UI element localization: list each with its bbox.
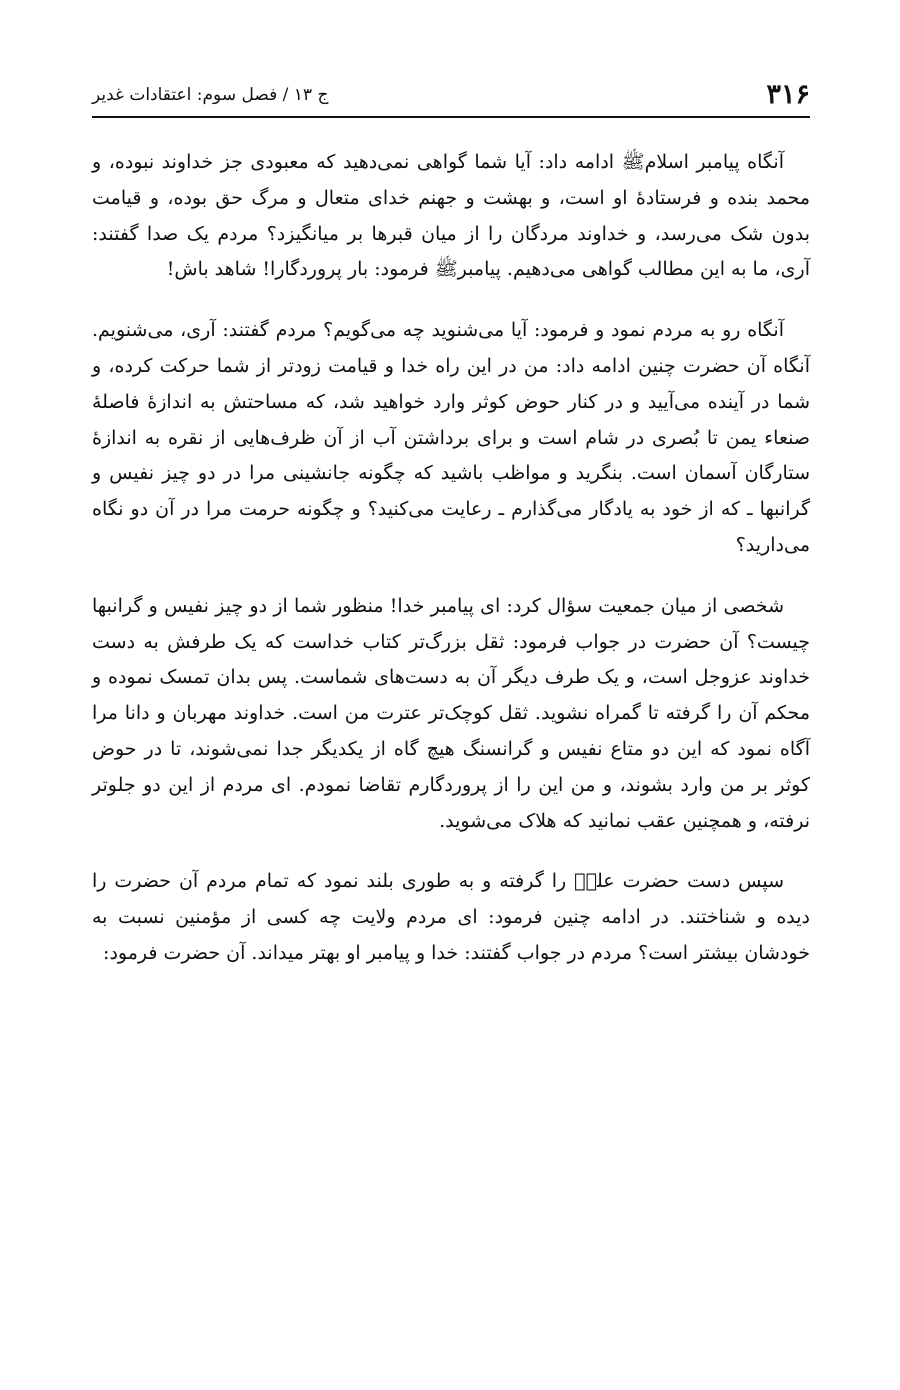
book-page — [92, 0, 810, 1390]
body-text — [92, 145, 810, 997]
paragraph-4: سپس دست حضرت علیؑ را گرفته و به طوری بلند نمود که تمام مردم آن حضرت را دیده و شناختند. در ادامه چنین فرمود: ای مردم ولایت چه کسی از مؤمنین نسبت به خودشان بیشتر است؟ مردم در جواب گفتند: خدا و پیامبر او بهتر میداند. آن حضرت فرمود: — [92, 870, 810, 964]
header-rule — [92, 116, 810, 118]
chapter-title: ج ۱۳ / فصل سوم: اعتقادات غدیر — [92, 85, 329, 105]
paragraph-1: آنگاه پیامبر اسلامﷺ ادامه داد: آیا شما گواهی نمی‌دهید که معبودی جز خداوند نبوده، و محمد بنده و فرستادهٔ او است، و بهشت و جهنم خدای متعال و مرگ حق بوده، و قیامت بدون شک می‌رسد، و خداوند مردگان را از میان قبرها بر میانگیزد؟ مردم یک صدا گفتند: آری، ما به این مطالب گواهی می‌دهیم. پیامبرﷺ فرمود: بار پروردگارا! شاهد باش! — [92, 151, 810, 281]
page-number: ۳۱۶ — [766, 79, 810, 110]
running-header — [92, 66, 810, 110]
paragraph-3: شخصی از میان جمعیت سؤال کرد: ای پیامبر خدا! منظور شما از دو چیز نفیس و گرانبها چیست؟ آن حضرت در جواب فرمود: ثقل بزرگ‌تر کتاب خداست که یک طرفش به دست خداوند عزوجل است، و یک طرف دیگر آن به دست‌های شماست. پس بدان تمسک نموده و محکم آن را گرفته تا گمراه نشوید. ثقل کوچک‌تر عترت من است. خداوند مهربان و دانا مرا آگاه نمود که این دو متاع نفیس و گرانسنگ هیچ گاه از یکدیگر جدا نمی‌شوند، تا در حوض کوثر بر من وارد بشوند، و من این را از پروردگارم تقاضا نمودم. ای مردم از این دو جلوتر نرفته، و همچنین عقب نمانید که هلاک می‌شوید. — [92, 594, 810, 832]
paragraph-2: آنگاه رو به مردم نمود و فرمود: آیا می‌شنوید چه می‌گویم؟ مردم گفتند: آری، می‌شنویم. آنگاه آن حضرت چنین ادامه داد: من در این راه خدا و قیامت زودتر از شما حرکت کرده، و شما در آینده می‌آیید و در کنار حوض کوثر وارد خواهید شد، که مساحتش به اندازهٔ فاصلهٔ صنعاء یمن تا بُصری در شام است و برای برداشتن آب از آن ظرف‌هایی از نقره به اندازهٔ ستارگان آسمان است. بنگرید و مواظب باشید که چگونه جانشینی مرا در دو چیز نفیس و گرانبها ـ که از خود به یادگار می‌گذارم ـ رعایت می‌کنید؟ و چگونه حرمت مرا در آن دو نگاه می‌دارید؟ — [92, 319, 810, 556]
